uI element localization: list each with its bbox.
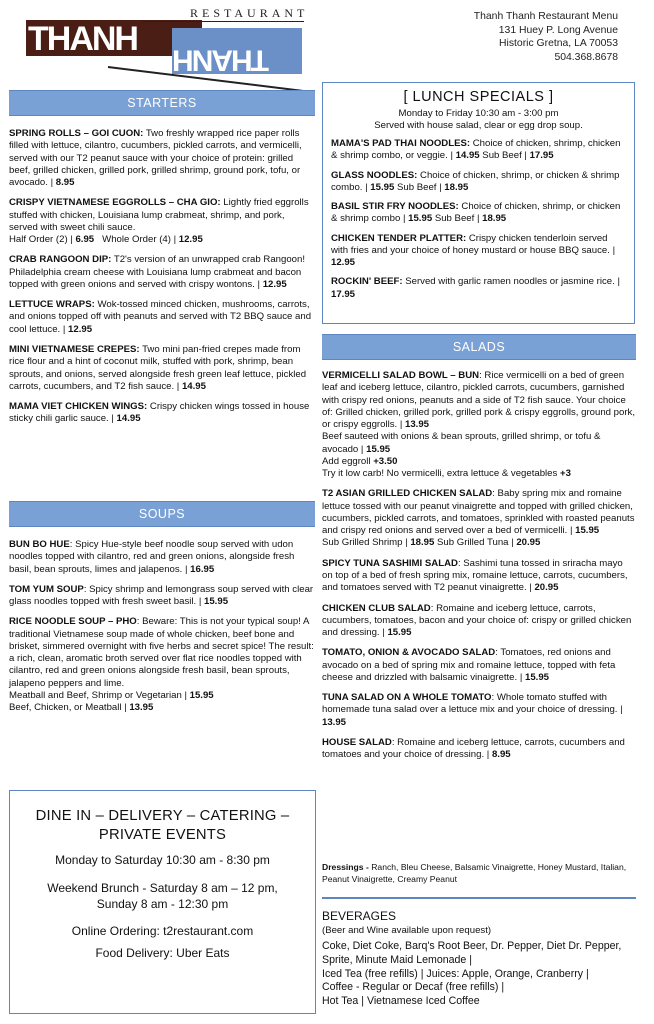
starters-header: STARTERS	[9, 90, 315, 116]
contact-block	[474, 10, 618, 64]
beverages-line-2: Iced Tea (free refills) | Juices: Apple, Orange, Cranberry |	[322, 967, 589, 980]
menu-item-tuna-salad-tomato: TUNA SALAD ON A WHOLE TOMATO: Whole tomato stuffed with homemade tuna salad over a lettuce mix and your choice of dressing. | 13.95	[322, 692, 623, 728]
menu-item-eggrolls: CRISPY VIETNAMESE EGGROLLS – CHA GIO: Lightly fried eggrolls stuffed with chicken, Louisiana lump crabmeat, shrimp, and pork, served with sweet chili sauce. Half Order (2) | 6.95 Whole Order (4) | 12.95	[9, 197, 309, 246]
beverages-section	[322, 897, 636, 1009]
salads-header: SALADS	[322, 334, 636, 360]
beverages-line-3: Coffee - Regular or Decaf (free refills) |	[322, 981, 505, 994]
menu-item-spicy-tuna-salad: SPICY TUNA SASHIMI SALAD: Sashimi tuna tossed in sriracha mayo on top of a bed of fresh spring mix, romaine lettuce, carrots, cucumbers, and tomatoes served with T2 peanut vinaigrette. | 20.95	[322, 557, 628, 594]
beverages-note: (Beer and Wine available upon request)	[322, 924, 492, 936]
menu-item-pho: RICE NOODLE SOUP – PHO: Beware: This is not your typical soup! A traditional Vietnamese soup made of whole chicken, beef bone and brisket, simmered overnight with five herbs and secret spice! The result: a rich, clean, aromatic broth served over flat rice noodles topped with cilantro, red and green onions alongside fresh basil, bean sprouts, jalapeno peppers and lime. Meatball and Beef, Shrimp or Vegetarian | 15.95 Beef, Chicken, or Meatball | 13.95	[9, 616, 314, 714]
restaurant-logo	[22, 6, 309, 96]
hours-weekday: Monday to Saturday 10:30 am - 8:30 pm	[55, 853, 270, 868]
menu-item-crab-rangoon-dip: CRAB RANGOON DIP: T2's version of an unwrapped crab Rangoon! Philadelphia cream cheese with Louisiana lump crabmeat and bacon topped with green onions and served with crispy wontons. | 12.95	[9, 254, 305, 290]
salads-list	[322, 370, 636, 769]
menu-item-tom-yum: TOM YUM SOUP: Spicy shrimp and lemongrass soup served with clear glass noodles topped with fresh sweet basil. | 15.95	[9, 583, 314, 608]
dine-in-info-box	[9, 790, 316, 1014]
food-delivery: Food Delivery: Uber Eats	[95, 945, 230, 960]
dressings-list: Dressings - Ranch, Bleu Cheese, Balsamic Vinaigrette, Honey Mustard, Italian, Peanut Vinaigrette, Creamy Peanut	[322, 862, 627, 884]
menu-item-bun-bo-hue: BUN BO HUE: Spicy Hue-style beef noodle soup served with udon noodles topped with cilantro, red and green onions, alongside fresh basil, bean sprouts, limes and jalapenos. | 16.95	[9, 539, 295, 575]
beverages-line-4: Hot Tea | Vietnamese Iced Coffee	[322, 995, 480, 1008]
hours-sunday: Sunday 8 am - 12:30 pm	[96, 896, 229, 911]
lunch-specials-title: [ LUNCH SPECIALS ]	[403, 89, 554, 105]
beverages-title: BEVERAGES	[322, 909, 397, 923]
menu-item-chicken-wings: MAMA VIET CHICKEN WINGS: Crispy chicken wings tossed in house sticky chili garlic sauce. | 14.95	[9, 401, 310, 425]
logo-word-mirrored: THANH	[174, 43, 269, 77]
phone-number: 504.368.8678	[554, 51, 618, 63]
services-heading: DINE IN – DELIVERY – CATERING – PRIVATE EVENTS	[35, 808, 290, 844]
online-ordering: Online Ordering: t2restaurant.com	[71, 924, 254, 939]
address-line-1: 131 Huey P. Long Avenue	[498, 24, 618, 36]
beverages-line-1: Coke, Diet Coke, Barq's Root Beer, Dr. Pepper, Diet Dr. Pepper, Sprite, Minute Maid Lemonade |	[322, 940, 622, 966]
menu-item-chicken-tender-platter: CHICKEN TENDER PLATTER: Crispy chicken tenderloin served with fries and your choice of honey mustard or house BBQ sauce. | 12.95	[331, 232, 616, 269]
soups-list	[9, 539, 315, 722]
lunch-specials-hours: Monday to Friday 10:30 am - 3:00 pm Served with house salad, clear or egg drop soup.	[374, 107, 583, 131]
lunch-specials-box	[322, 82, 635, 324]
menu-item-mini-crepes: MINI VIETNAMESE CREPES: Two mini pan-fried crepes made from rice flour and a hint of coconut milk, stuffed with pork, shrimp, bean sprouts, and onions, served alongside fresh green leaf lettuce, pickled carrots, cucumbers, and T2 fish sauce. | 14.95	[9, 343, 307, 392]
logo-restaurant-text: RESTAURANT	[190, 6, 309, 20]
logo-word: THANH	[28, 20, 137, 58]
address-line-2: Historic Gretna, LA 70053	[499, 38, 618, 50]
menu-item-glass-noodles: GLASS NOODLES: Choice of chicken, shrimp, or chicken & shrimp combo. | 15.95 Sub Beef | 18.95	[331, 169, 620, 193]
starters-list	[9, 128, 315, 434]
menu-item-pad-thai: MAMA'S PAD THAI NOODLES: Choice of chicken, shrimp, chicken & shrimp combo, or veggie. | 14.95 Sub Beef | 17.95	[331, 138, 621, 162]
menu-item-spring-rolls: SPRING ROLLS – GOI CUON: Two freshly wrapped rice paper rolls filled with lettuce, cilantro, cucumbers, pickled carrots, and vermicelli, served with our T2 peanut sauce with your choice of protein: grilled beef, grilled chicken, grilled pork, grilled shrimp, ground pork, tofu, or avocado. | 8.95	[9, 128, 302, 189]
hours-brunch: Weekend Brunch - Saturday 8 am – 12 pm,	[47, 881, 278, 896]
menu-item-asian-grilled-chicken-salad: T2 ASIAN GRILLED CHICKEN SALAD: Baby spring mix and romaine lettuce tossed with our peanut vinaigrette and topped with grilled chicken, cucumbers, pickled carrots, and tomatoes, sprinkled with roasted peanuts and crispy red onions and served over a bed of vermicelli. | 15.95 Sub Grilled Shrimp | 18.95 Sub Grilled Tuna | 20.95	[322, 488, 635, 549]
menu-item-tomato-onion-avocado-salad: TOMATO, ONION & AVOCADO SALAD: Tomatoes, red onions and avocado on a bed of spring mix and romaine lettuce, topped with feta cheese and drizzled with balsamic vinaigrette. | 15.95	[322, 647, 616, 683]
menu-item-vermicelli-bowl: VERMICELLI SALAD BOWL – BUN: Rice vermicelli on a bed of green leaf and iceberg lettuce, cilantro, pickled carrots, cucumbers, garnished with crispy red onions, peanuts and a side of T2 fish sauce. Your choice of: Grilled chicken, grilled pork, grilled pork & crispy eggrolls, ground pork, or crispy eggrolls. | 13.95 Beef sauteed with onions & bean sprouts, grilled shrimp, or tofu & avocado | 15.95 Add eggroll +3.50 Try it low carb! No vermicelli, extra lettuce & vegetables +3	[322, 370, 636, 480]
soups-header: SOUPS	[9, 501, 315, 527]
menu-item-house-salad: HOUSE SALAD: Romaine and iceberg lettuce, carrots, cucumbers and tomatoes and your choice of dressing. | 8.95	[322, 736, 625, 761]
menu-item-basil-stir-fry: BASIL STIR FRY NOODLES: Choice of chicken, shrimp, or chicken & shrimp combo | 15.95 Sub Beef | 18.95	[331, 201, 621, 225]
menu-item-rockin-beef: ROCKIN' BEEF: Served with garlic ramen noodles or jasmine rice. | 17.95	[331, 276, 620, 300]
menu-item-chicken-club-salad: CHICKEN CLUB SALAD: Romaine and iceberg lettuce, carrots, cucumbers, tomatoes, bacon and your choice of: crispy or grilled chicken and dressing. | 15.95	[322, 602, 632, 639]
menu-item-lettuce-wraps: LETTUCE WRAPS: Wok-tossed minced chicken, mushrooms, carrots, and onions topped off with peanuts and served with T2 BBQ sauce and cool lettuce. | 12.95	[9, 299, 312, 335]
menu-title: Thanh Thanh Restaurant Menu	[473, 11, 618, 22]
